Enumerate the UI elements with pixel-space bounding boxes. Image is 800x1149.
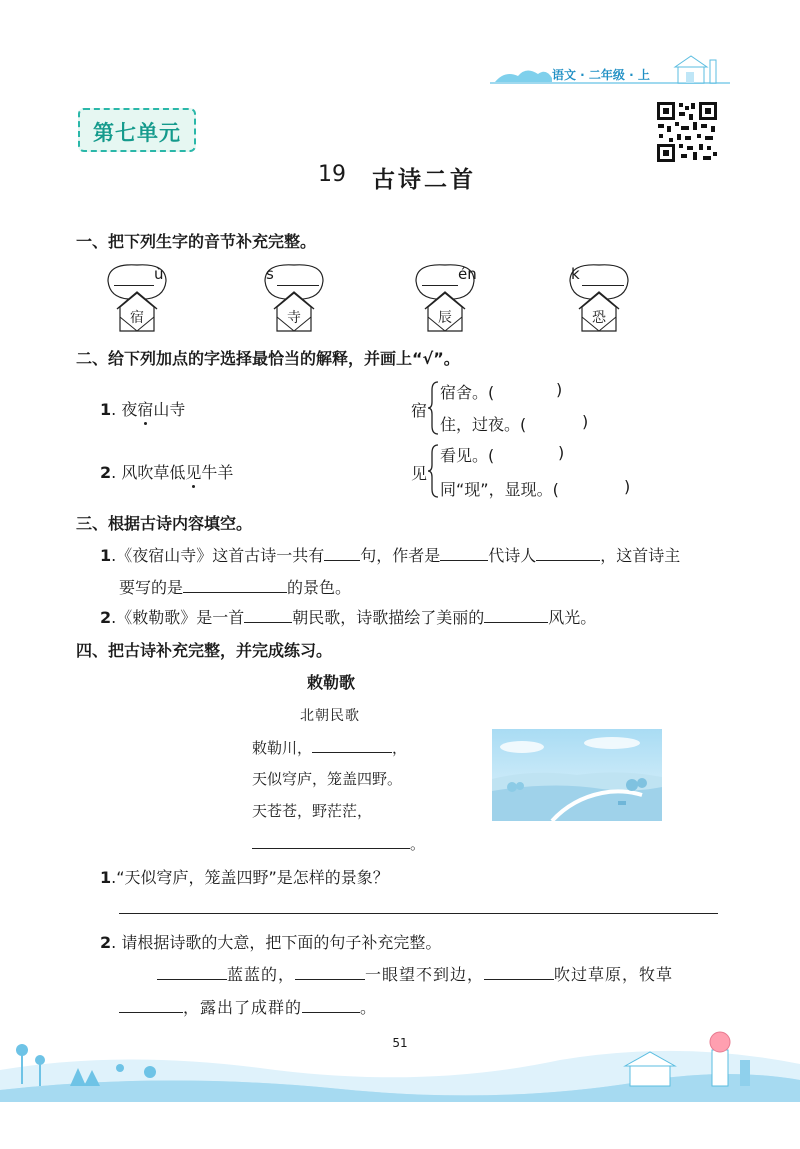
s3-q1-num: 1	[100, 546, 112, 565]
s4-q2	[100, 930, 441, 953]
poem-title: 敕勒歌	[307, 673, 356, 692]
section4-heading: 四、把古诗补充完整，并完成练习。	[76, 641, 333, 660]
poem-line4	[252, 833, 425, 854]
s2-q1-opt1-paren[interactable]: )	[556, 380, 563, 399]
poem-line4-blank[interactable]	[252, 833, 410, 849]
s4-q2-c: 吹过草原，牧草	[554, 965, 674, 984]
syllable-house	[261, 259, 327, 337]
s4-q1-answer-line[interactable]	[119, 913, 718, 914]
s4-q2-line1	[157, 962, 673, 985]
qr-code[interactable]	[655, 100, 719, 164]
s2-q1-num: 1	[100, 400, 112, 419]
s3-q1-a: .《夜宿山寺》这首古诗一共有	[111, 546, 325, 565]
house-character: 宿	[130, 310, 144, 326]
poem-line3: 天苍苍，野茫茫，	[252, 802, 373, 820]
s2-q2-opt2	[440, 477, 631, 500]
s2-q2-dotted: 见	[185, 463, 202, 482]
s4-q2-b: 一眼望不到边，	[365, 965, 485, 984]
s3-q2-num: 2	[100, 608, 112, 627]
s2-q1-opt2-text: 住，过夜。(	[440, 415, 527, 434]
section2-heading: 二、给下列加点的字选择最恰当的解释，并画上“√”。	[76, 349, 460, 368]
section1-heading: 一、把下列生字的音节补充完整。	[76, 232, 317, 251]
s3-q2-blank1[interactable]	[244, 607, 292, 623]
s4-q2-line2	[119, 995, 377, 1018]
s4-q2-blank4[interactable]	[119, 997, 183, 1013]
s4-q1-text: .“天似穹庐，笼盖四野”是怎样的景象？	[111, 868, 389, 887]
s3-q1-blank2[interactable]	[440, 545, 488, 561]
s3-q1-blank1[interactable]	[324, 545, 360, 561]
syllable-house	[104, 259, 170, 337]
s2-q2-key: 见	[411, 464, 428, 483]
s2-q1-opt1	[440, 380, 563, 403]
s2-q1-opt2	[440, 412, 589, 435]
pinyin-final: ù	[154, 265, 164, 283]
poem-author: 北朝民歌	[300, 708, 360, 724]
syllable-house	[566, 259, 632, 337]
s4-q2-blank1[interactable]	[157, 964, 227, 980]
s2-q2-opt1-text: 看见。(	[440, 446, 495, 465]
s4-q2-a: 蓝蓝的，	[227, 965, 296, 984]
s3-q2-c: 风光。	[548, 608, 597, 627]
s3-q1-b: 句，作者是	[360, 546, 441, 565]
grassland-illustration	[492, 729, 662, 821]
s3-q2-a: .《敕勒歌》是一首	[111, 608, 245, 627]
page-number: 51	[392, 1036, 408, 1050]
lesson-number: 19	[318, 162, 346, 187]
header-bar	[490, 52, 730, 92]
house-character: 寺	[287, 310, 301, 326]
house-character: 恐	[592, 310, 606, 326]
unit-badge	[78, 108, 196, 152]
s4-q1	[100, 865, 389, 888]
s2-q1-sentence	[100, 397, 185, 420]
s2-q1-opt2-paren[interactable]: )	[582, 412, 589, 431]
pinyin-final: én	[458, 265, 477, 283]
s4-q2-blank2[interactable]	[295, 964, 365, 980]
s2-q2-opt1-paren[interactable]: )	[558, 443, 565, 462]
section3-heading: 三、根据古诗内容填空。	[76, 514, 253, 533]
s2-q1-brace	[428, 380, 440, 436]
s2-q1-dotted: 宿	[137, 400, 154, 419]
pinyin-initial: s	[266, 265, 274, 283]
s2-q2-sentence	[100, 460, 233, 483]
pinyin-blank[interactable]	[422, 285, 458, 286]
s2-q2-opt2-text: 同“现”，显现。(	[440, 480, 559, 499]
s4-q2-d: ，露出了成群的	[183, 998, 303, 1017]
s2-q2-brace	[428, 443, 440, 499]
s3-q1-e: 要写的是	[119, 578, 184, 597]
s4-q2-blank3[interactable]	[484, 964, 554, 980]
s4-q2-num: 2	[100, 933, 112, 952]
s2-q1-key: 宿	[411, 401, 428, 420]
pinyin-blank[interactable]	[114, 285, 154, 286]
s2-q2-pre: . 风吹草低	[111, 463, 186, 482]
s2-q1-pre: . 夜	[111, 400, 138, 419]
s2-q1-post: 山寺	[153, 400, 186, 419]
lesson-title: 古诗二首	[372, 167, 476, 193]
s3-q1-d: ，这首诗主	[600, 546, 681, 565]
s4-q2-blank5[interactable]	[302, 997, 360, 1013]
s3-q1-line1	[100, 543, 680, 566]
poem-line1-text: 敕勒川，	[252, 739, 313, 757]
pinyin-blank[interactable]	[582, 285, 624, 286]
pinyin-blank[interactable]	[277, 285, 319, 286]
s3-q1-f: 的景色。	[287, 578, 352, 597]
pinyin-initial: k	[571, 265, 580, 283]
s2-q2-opt1	[440, 443, 565, 466]
house-character: 辰	[438, 310, 452, 326]
poem-line1-blank[interactable]	[312, 737, 392, 753]
s3-q1-c: 代诗人	[488, 546, 537, 565]
book-label: 语文 · 二年级 · 上	[552, 68, 650, 82]
s3-q1-line2	[119, 575, 351, 598]
s3-q2-b: 朝民歌，诗歌描绘了美丽的	[292, 608, 485, 627]
s2-q1-opt1-text: 宿舍。(	[440, 383, 495, 402]
s2-q2-opt2-paren[interactable]: )	[624, 477, 631, 496]
s3-q2-line	[100, 605, 596, 628]
unit-label: 第七单元	[93, 121, 181, 145]
s3-q2-blank2[interactable]	[484, 607, 548, 623]
poem-line2: 天似穹庐，笼盖四野。	[252, 770, 403, 788]
s3-q1-blank4[interactable]	[183, 577, 287, 593]
s3-q1-blank3[interactable]	[536, 545, 600, 561]
poem-line4-end: 。	[410, 835, 426, 853]
s2-q2-post: 牛羊	[201, 463, 234, 482]
poem-line1-end: ，	[392, 739, 408, 757]
syllable-house	[412, 259, 478, 337]
s4-q2-e: 。	[360, 998, 378, 1017]
s4-q2-text: . 请根据诗歌的大意，把下面的句子补充完整。	[111, 933, 442, 952]
s4-q1-num: 1	[100, 868, 112, 887]
poem-line1	[252, 737, 407, 758]
s2-q2-num: 2	[100, 463, 112, 482]
